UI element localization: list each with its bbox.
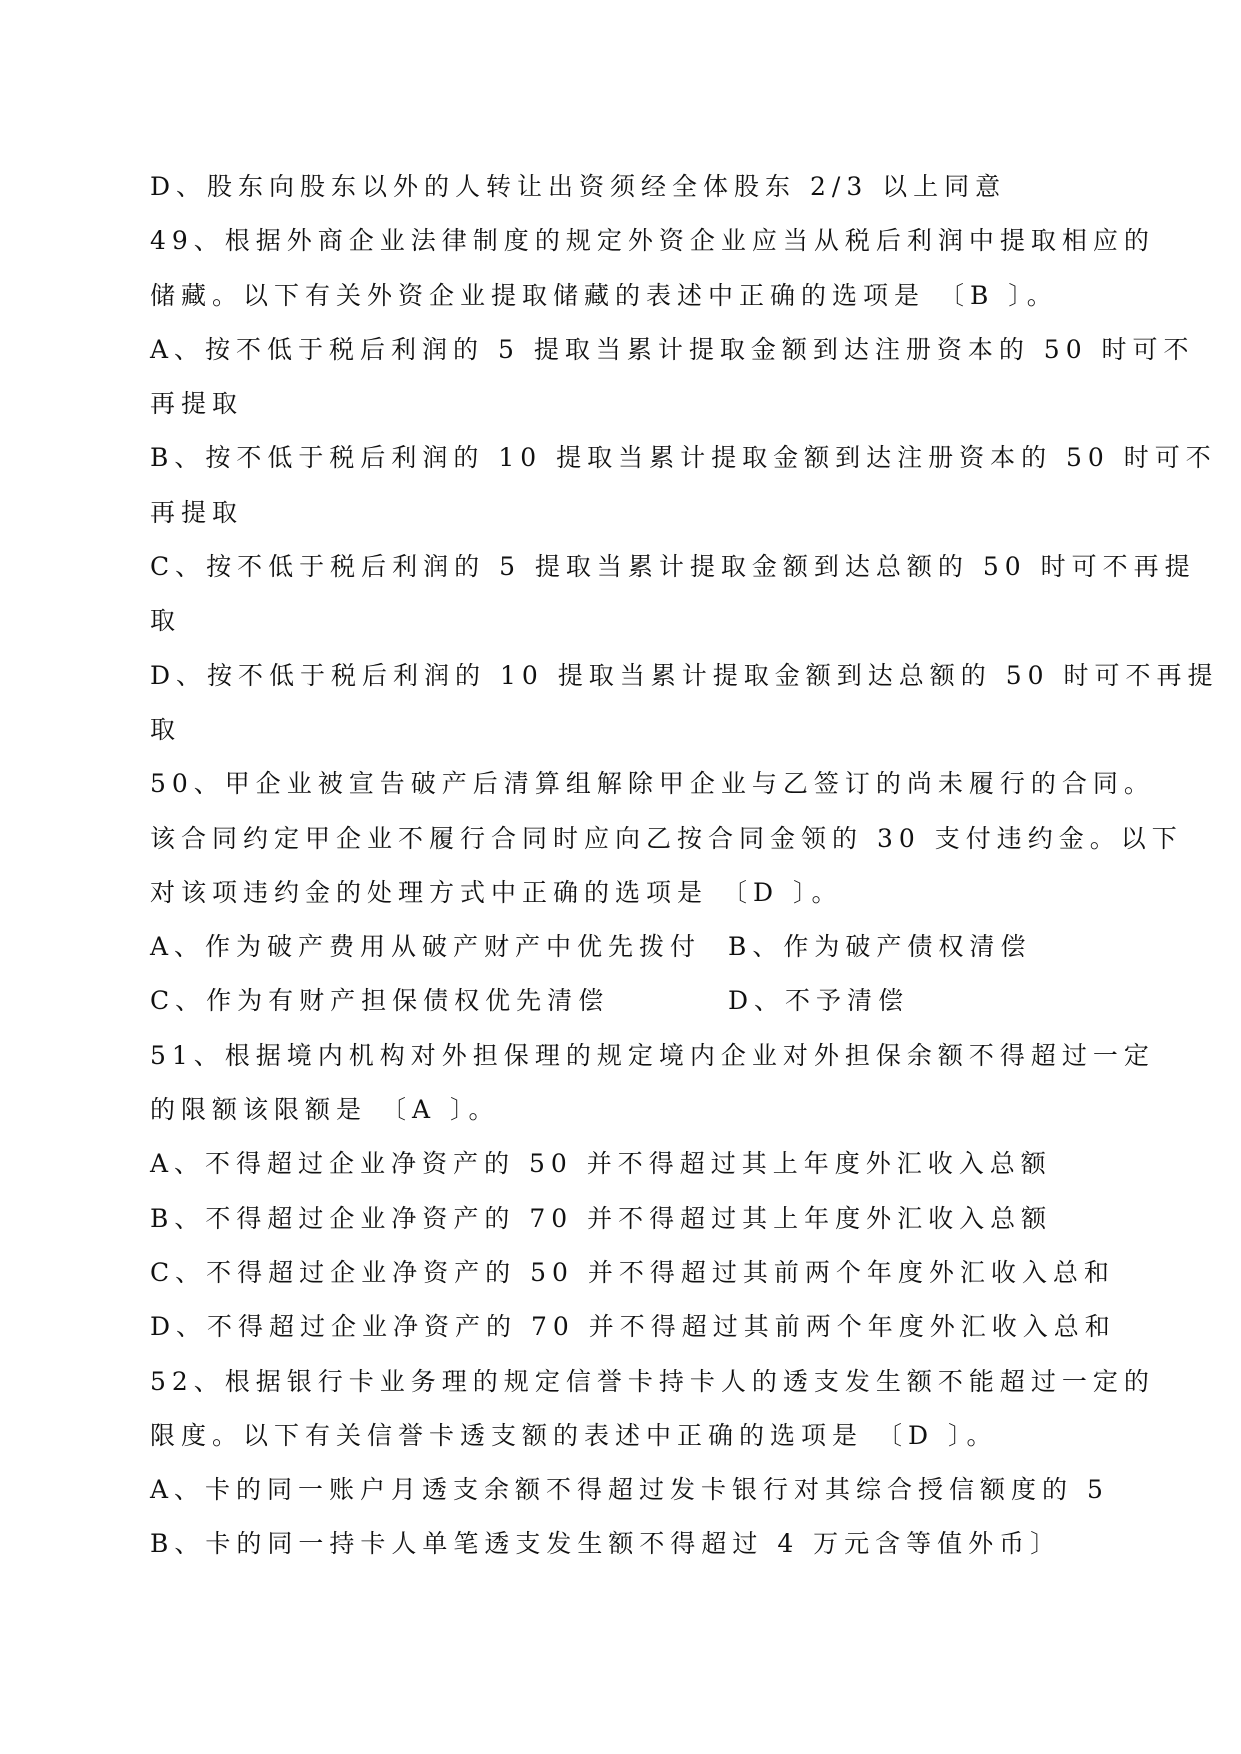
option-a-line-1: A、按不低于税后利润的 5 提取当累计提取金额到达注册资本的 50 时可不 <box>150 334 1195 364</box>
options-row-ab <box>150 920 1100 974</box>
option-c-line-1: C、按不低于税后利润的 5 提取当累计提取金额到达总额的 50 时可不再提 <box>150 552 1196 582</box>
option-d: D、不予清偿 <box>728 986 910 1016</box>
option-b-line-1: B、按不低于税后利润的 10 提取当累计提取金额到达注册资本的 50 时可不 <box>150 443 1217 473</box>
option-b: B、不得超过企业净资产的 70 并不得超过其上年度外汇收入总额 <box>150 1203 1053 1233</box>
question-50-line-3: 对该项违约金的处理方式中正确的选项是 〔D 〕。 <box>150 877 843 907</box>
question-49-line-1: 49、根据外商企业法律制度的规定外资企业应当从税后利润中提取相应的 <box>150 226 1155 256</box>
question-52-line-2: 限度。以下有关信誉卡透支额的表述中正确的选项是 〔D 〕。 <box>150 1420 998 1450</box>
option-a: A、不得超过企业净资产的 50 并不得超过其上年度外汇收入总额 <box>150 1149 1052 1179</box>
option-d-line-2: 取 <box>150 714 182 744</box>
question-49-line-2: 储藏。以下有关外资企业提取储藏的表述中正确的选项是 〔B 〕。 <box>150 280 1058 310</box>
option-b: B、卡的同一持卡人单笔透支发生额不得超过 4 万元含等值外币〕 <box>150 1529 1062 1559</box>
question-50-line-2: 该合同约定甲企业不履行合同时应向乙按合同金领的 30 支付违约金。以下 <box>150 823 1183 853</box>
question-52-line-1: 52、根据银行卡业务理的规定信誉卡持卡人的透支发生额不能超过一定的 <box>150 1366 1155 1396</box>
option-a: A、卡的同一账户月透支余额不得超过发卡银行对其综合授信额度的 5 <box>150 1475 1109 1505</box>
text-line: D、股东向股东以外的人转让出资须经全体股东 2/3 以上同意 <box>150 172 1007 201</box>
option-c: C、不得超过企业净资产的 50 并不得超过其前两个年度外汇收入总和 <box>150 1257 1115 1287</box>
option-a-line-2: 再提取 <box>150 389 244 419</box>
document-page <box>150 160 1219 1572</box>
question-51-line-2: 的限额该限额是 〔A 〕。 <box>150 1095 500 1125</box>
option-b: B、作为破产债权清偿 <box>728 932 1032 962</box>
question-51-line-1: 51、根据境内机构对外担保理的规定境内企业对外担保余额不得超过一定 <box>150 1040 1155 1070</box>
option-c: C、作为有财产担保债权优先清偿 <box>150 986 610 1016</box>
option-d-line-1: D、按不低于税后利润的 10 提取当累计提取金额到达总额的 50 时可不再提 <box>150 660 1219 690</box>
option-c-line-2: 取 <box>150 606 182 636</box>
option-b-line-2: 再提取 <box>150 497 244 527</box>
option-d: D、不得超过企业净资产的 70 并不得超过其前两个年度外汇收入总和 <box>150 1312 1116 1342</box>
question-50-line-1: 50、甲企业被宣告破产后清算组解除甲企业与乙签订的尚未履行的合同。 <box>150 769 1155 799</box>
option-a: A、作为破产费用从破产财产中优先拨付 <box>150 932 702 962</box>
options-row-cd <box>150 974 1100 1028</box>
